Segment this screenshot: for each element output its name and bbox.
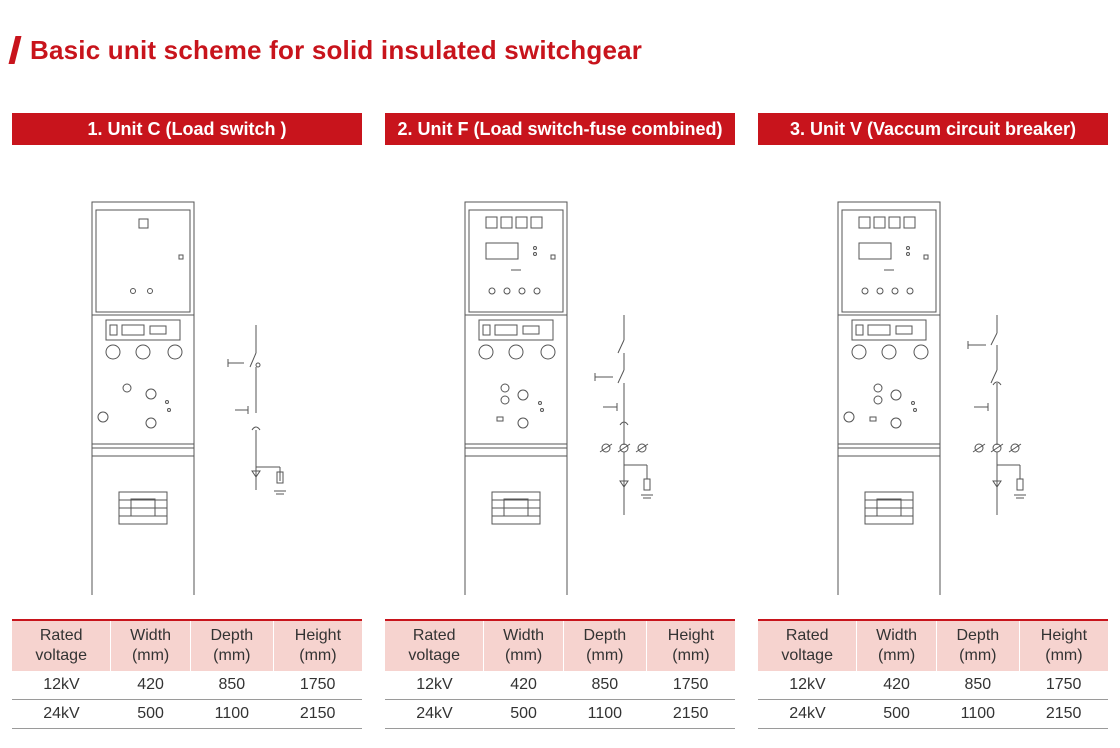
unit-v-drawing bbox=[758, 145, 1108, 595]
table-row bbox=[758, 700, 1108, 729]
unit-v-panel bbox=[758, 113, 1108, 722]
col-width: Width (mm) bbox=[857, 620, 937, 671]
unit-f-panel bbox=[385, 113, 735, 722]
table-row bbox=[385, 700, 735, 729]
col-depth: Depth (mm) bbox=[936, 620, 1019, 671]
unit-f-cabinet-diagram bbox=[385, 145, 735, 595]
cell-voltage: 24kV bbox=[758, 700, 857, 729]
unit-c-cabinet-diagram bbox=[12, 145, 362, 595]
cell-depth: 850 bbox=[190, 671, 273, 700]
cell-height: 1750 bbox=[273, 671, 362, 700]
cell-voltage: 24kV bbox=[12, 700, 111, 729]
unit-f-header: 2. Unit F (Load switch-fuse combined) bbox=[385, 113, 735, 145]
cell-depth: 1100 bbox=[190, 700, 273, 729]
cell-width: 420 bbox=[484, 671, 564, 700]
cell-voltage: 12kV bbox=[12, 671, 111, 700]
col-depth: Depth (mm) bbox=[190, 620, 273, 671]
cell-width: 500 bbox=[484, 700, 564, 729]
col-height: Height (mm) bbox=[646, 620, 735, 671]
unit-c-header: 1. Unit C (Load switch ) bbox=[12, 113, 362, 145]
cell-height: 2150 bbox=[1019, 700, 1108, 729]
cell-height: 2150 bbox=[273, 700, 362, 729]
col-rated-voltage: Rated voltage bbox=[385, 620, 484, 671]
unit-f-spec-table bbox=[385, 619, 735, 729]
cell-width: 500 bbox=[111, 700, 191, 729]
table-row bbox=[758, 671, 1108, 700]
cell-width: 420 bbox=[111, 671, 191, 700]
col-width: Width (mm) bbox=[484, 620, 564, 671]
cell-voltage: 24kV bbox=[385, 700, 484, 729]
unit-c-panel bbox=[12, 113, 362, 722]
col-rated-voltage: Rated voltage bbox=[758, 620, 857, 671]
cell-depth: 1100 bbox=[563, 700, 646, 729]
unit-v-spec-table bbox=[758, 619, 1108, 729]
cell-depth: 850 bbox=[563, 671, 646, 700]
unit-f-drawing bbox=[385, 145, 735, 595]
col-height: Height (mm) bbox=[1019, 620, 1108, 671]
unit-c-drawing bbox=[12, 145, 362, 595]
cell-height: 1750 bbox=[1019, 671, 1108, 700]
single-line-scheme bbox=[595, 315, 653, 515]
col-height: Height (mm) bbox=[273, 620, 362, 671]
page-title-text: Basic unit scheme for solid insulated switchgear bbox=[30, 34, 643, 65]
single-line-scheme bbox=[228, 325, 286, 494]
cabinet-front bbox=[465, 202, 567, 595]
cell-height: 1750 bbox=[646, 671, 735, 700]
cell-depth: 1100 bbox=[936, 700, 1019, 729]
col-rated-voltage: Rated voltage bbox=[12, 620, 111, 671]
cell-voltage: 12kV bbox=[758, 671, 857, 700]
title-slash-mark bbox=[9, 36, 22, 64]
table-row bbox=[12, 700, 362, 729]
cell-voltage: 12kV bbox=[385, 671, 484, 700]
unit-v-header: 3. Unit V (Vaccum circuit breaker) bbox=[758, 113, 1108, 145]
unit-v-cabinet-diagram bbox=[758, 145, 1108, 595]
page-title bbox=[12, 30, 642, 70]
col-width: Width (mm) bbox=[111, 620, 191, 671]
cabinet-front bbox=[838, 202, 940, 595]
table-row bbox=[12, 671, 362, 700]
cabinet-front bbox=[92, 202, 194, 595]
unit-c-spec-table bbox=[12, 619, 362, 729]
col-depth: Depth (mm) bbox=[563, 620, 646, 671]
cell-width: 500 bbox=[857, 700, 937, 729]
table-row bbox=[385, 671, 735, 700]
cell-width: 420 bbox=[857, 671, 937, 700]
single-line-scheme bbox=[968, 315, 1026, 515]
cell-height: 2150 bbox=[646, 700, 735, 729]
cell-depth: 850 bbox=[936, 671, 1019, 700]
